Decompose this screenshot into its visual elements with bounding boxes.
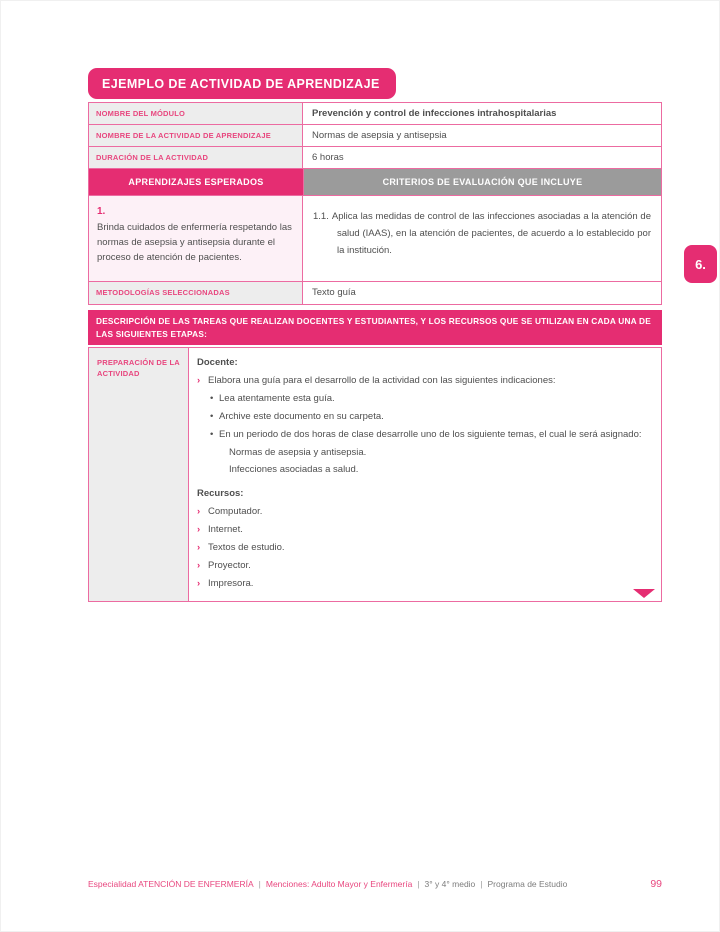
dot-bullet-icon: •: [210, 429, 214, 440]
table-row: [89, 103, 661, 125]
description-banner: DESCRIPCIÓN DE LAS TAREAS QUE REALIZAN DOCENTES Y ESTUDIANTES, Y LOS RECURSOS QUE SE UTILIZAN EN CADA UNA DE LAS SIGUIENTES ETAPAS:: [88, 310, 662, 345]
evaluation-criteria-header: CRITERIOS DE EVALUACIÓN QUE INCLUYE: [303, 169, 661, 195]
footer-separator: |: [258, 879, 261, 889]
dot-bullet-icon: •: [210, 411, 214, 422]
footer-specialty: Especialidad ATENCIÓN DE ENFERMERÍA: [88, 879, 254, 889]
footer-text: [88, 879, 567, 889]
page-number: 99: [650, 878, 662, 890]
chapter-tab: 6.: [684, 245, 717, 283]
topic-item: Normas de asepsia y antisepsia.: [229, 447, 367, 458]
page-footer: [88, 878, 662, 890]
footer-separator: |: [480, 879, 483, 889]
docente-heading: Docente:: [197, 357, 238, 368]
duration-label: DURACIÓN DE LA ACTIVIDAD: [89, 147, 303, 168]
list-item: [210, 392, 647, 405]
chevron-bullet-icon: ›: [197, 506, 201, 517]
chevron-bullet-icon: ›: [197, 578, 201, 589]
table-row: [89, 147, 661, 169]
activity-summary-table: [88, 102, 662, 305]
list-item: [197, 541, 647, 554]
list-item: [210, 410, 647, 423]
page-title: EJEMPLO DE ACTIVIDAD DE APRENDIZAJE: [88, 68, 396, 99]
subitem-text: En un periodo de dos horas de clase desarrolle uno de los siguiente temas, el cual le será asignado:: [219, 429, 642, 440]
recursos-heading: Recursos:: [197, 488, 244, 499]
chevron-bullet-icon: ›: [197, 542, 201, 553]
recurso-text: Textos de estudio.: [208, 542, 285, 553]
continuation-arrow-icon: [633, 589, 655, 598]
duration-value: 6 horas: [303, 147, 661, 168]
expected-learning-number: 1.: [97, 206, 106, 217]
list-item: [197, 505, 647, 518]
recurso-text: Computador.: [208, 506, 263, 517]
footer-grades: 3° y 4° medio: [424, 879, 476, 889]
module-name-label: NOMBRE DEL MÓDULO: [89, 103, 303, 124]
evaluation-criteria-cell: [303, 196, 661, 281]
evaluation-criteria-item: [313, 208, 651, 259]
footer-mentions: Menciones: Adulto Mayor y Enfermería: [265, 879, 413, 889]
subitem-text: Lea atentamente esta guía.: [219, 393, 335, 404]
topic-item: Infecciones asociadas a salud.: [229, 464, 359, 475]
methodologies-value: Texto guía: [303, 282, 661, 304]
chevron-bullet-icon: ›: [197, 524, 201, 535]
list-item: [197, 523, 647, 536]
subitem-text: Archive este documento en su carpeta.: [219, 411, 384, 422]
table-row: [89, 196, 661, 282]
list-item: [210, 428, 647, 441]
recurso-text: Proyector.: [208, 560, 251, 571]
docente-item-text: Elabora una guía para el desarrollo de la actividad con las siguientes indicaciones:: [208, 375, 556, 386]
recurso-text: Impresora.: [208, 578, 254, 589]
evaluation-criteria-number: 1.1.: [313, 211, 329, 222]
footer-program: Programa de Estudio: [487, 879, 568, 889]
document-page: [88, 68, 662, 602]
table-row: [89, 125, 661, 147]
table-row: [89, 348, 661, 601]
table-row: [89, 282, 661, 304]
list-item: [197, 577, 647, 590]
expected-learning-text: Brinda cuidados de enfermería respetando las normas de asepsia y antisepsia durante el proceso de atención de pacientes.: [97, 222, 292, 263]
table-row: [89, 169, 661, 196]
list-item: [197, 559, 647, 572]
evaluation-criteria-text: Aplica las medidas de control de las infecciones asociadas a la atención de salud (IAAS), en la atención de pacientes, de acuerdo a lo establecido por la institución.: [331, 211, 651, 256]
recurso-text: Internet.: [208, 524, 243, 535]
list-item: [197, 374, 647, 387]
activity-name-value: Normas de asepsia y antisepsia: [303, 125, 661, 146]
dot-bullet-icon: •: [210, 393, 214, 404]
preparation-content: [189, 348, 661, 601]
expected-learning-header: APRENDIZAJES ESPERADOS: [89, 169, 303, 195]
activity-name-label: NOMBRE DE LA ACTIVIDAD DE APRENDIZAJE: [89, 125, 303, 146]
expected-learning-cell: [89, 196, 303, 281]
preparation-table: [88, 347, 662, 602]
methodologies-label: METODOLOGÍAS SELECCIONADAS: [89, 282, 303, 304]
footer-separator: |: [417, 879, 420, 889]
chevron-bullet-icon: ›: [197, 560, 201, 571]
chevron-bullet-icon: ›: [197, 375, 201, 386]
preparation-stage-label: PREPARACIÓN DE LA ACTIVIDAD: [89, 348, 189, 601]
module-name-value: Prevención y control de infecciones intrahospitalarias: [303, 103, 661, 124]
